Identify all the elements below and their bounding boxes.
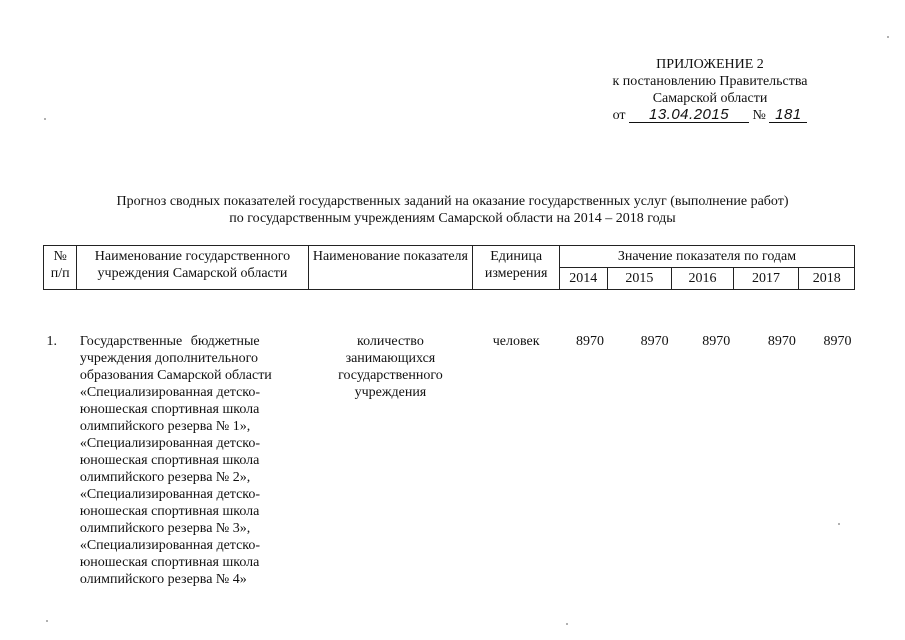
- indicator-line: занимающихся: [345, 351, 436, 366]
- header-year-2014: 2014: [560, 268, 607, 290]
- row-value-2017: 8970: [767, 334, 796, 349]
- header-num: № п/п: [44, 246, 77, 290]
- appendix-line-2: Самарской области: [652, 91, 768, 106]
- institution-line: «Специализированная детско-: [79, 487, 261, 502]
- header-gap: [44, 290, 855, 334]
- institution-line: Государственные бюджетные: [79, 334, 260, 349]
- table-row: [44, 333, 855, 588]
- indicator-line: учреждения: [354, 385, 427, 400]
- document-title-line-2: по государственным учреждениям Самарской области на 2014 – 2018 годы: [229, 211, 676, 226]
- institution-line: юношеская спортивная школа: [79, 402, 260, 417]
- indicators-table: [43, 245, 855, 588]
- header-values-group: Значение показателя по годам: [560, 246, 855, 268]
- scan-speck: [887, 36, 889, 38]
- scan-speck: [838, 523, 840, 525]
- number-value: 181: [769, 108, 807, 123]
- header-year-2015: 2015: [607, 268, 672, 290]
- header-year-2016: 2016: [672, 268, 734, 290]
- institution-line: «Специализированная детско-: [79, 538, 261, 553]
- institution-line: образования Самарской области: [79, 368, 272, 383]
- scan-speck: [566, 623, 568, 625]
- header-unit: Единица измерения: [473, 246, 560, 290]
- scan-speck: [46, 620, 48, 622]
- indicator-line: государственного: [338, 368, 443, 383]
- header-row-1: [44, 246, 855, 268]
- row-institution: [77, 333, 308, 588]
- row-value-2015: 8970: [640, 334, 669, 349]
- document-title: [40, 193, 865, 227]
- row-value-2018: 8970: [823, 334, 852, 349]
- header-indicator: Наименование показателя: [308, 246, 473, 290]
- scan-speck: [44, 118, 46, 120]
- document-title-line-1: Прогноз сводных показателей государственных заданий на оказание государственных услуг (выполнение работ): [116, 194, 789, 209]
- institution-line: «Специализированная детско-: [79, 385, 261, 400]
- row-value-2014: 8970: [576, 334, 605, 349]
- number-prefix: №: [752, 108, 766, 123]
- institution-line: олимпийского резерва № 2»,: [79, 470, 251, 485]
- institution-line: олимпийского резерва № 4»: [79, 572, 247, 587]
- header-year-2018: 2018: [799, 268, 855, 290]
- header-institution: Наименование государственного учреждения Самарской области: [77, 246, 308, 290]
- date-value: 13.04.2015: [629, 108, 749, 123]
- institution-line: юношеская спортивная школа: [79, 555, 260, 570]
- institution-line: олимпийского резерва № 1»,: [79, 419, 251, 434]
- indicator-line: количество: [356, 334, 424, 349]
- institution-line: учреждения дополнительного: [79, 351, 259, 366]
- institution-line: юношеская спортивная школа: [79, 453, 260, 468]
- appendix-title: ПРИЛОЖЕНИЕ 2: [656, 57, 764, 72]
- date-prefix: от: [612, 108, 626, 123]
- row-value-2016: 8970: [702, 334, 731, 349]
- row-unit: человек: [492, 334, 540, 349]
- institution-line: юношеская спортивная школа: [79, 504, 260, 519]
- institution-line: олимпийского резерва № 3»,: [79, 521, 251, 536]
- appendix-line-1: к постановлению Правительства: [612, 74, 808, 89]
- header-year-2017: 2017: [733, 268, 799, 290]
- appendix-block: [560, 56, 860, 124]
- row-indicator: [308, 333, 473, 588]
- appendix-dateline: [560, 107, 860, 124]
- row-num: 1.: [46, 334, 57, 349]
- institution-line: «Специализированная детско-: [79, 436, 261, 451]
